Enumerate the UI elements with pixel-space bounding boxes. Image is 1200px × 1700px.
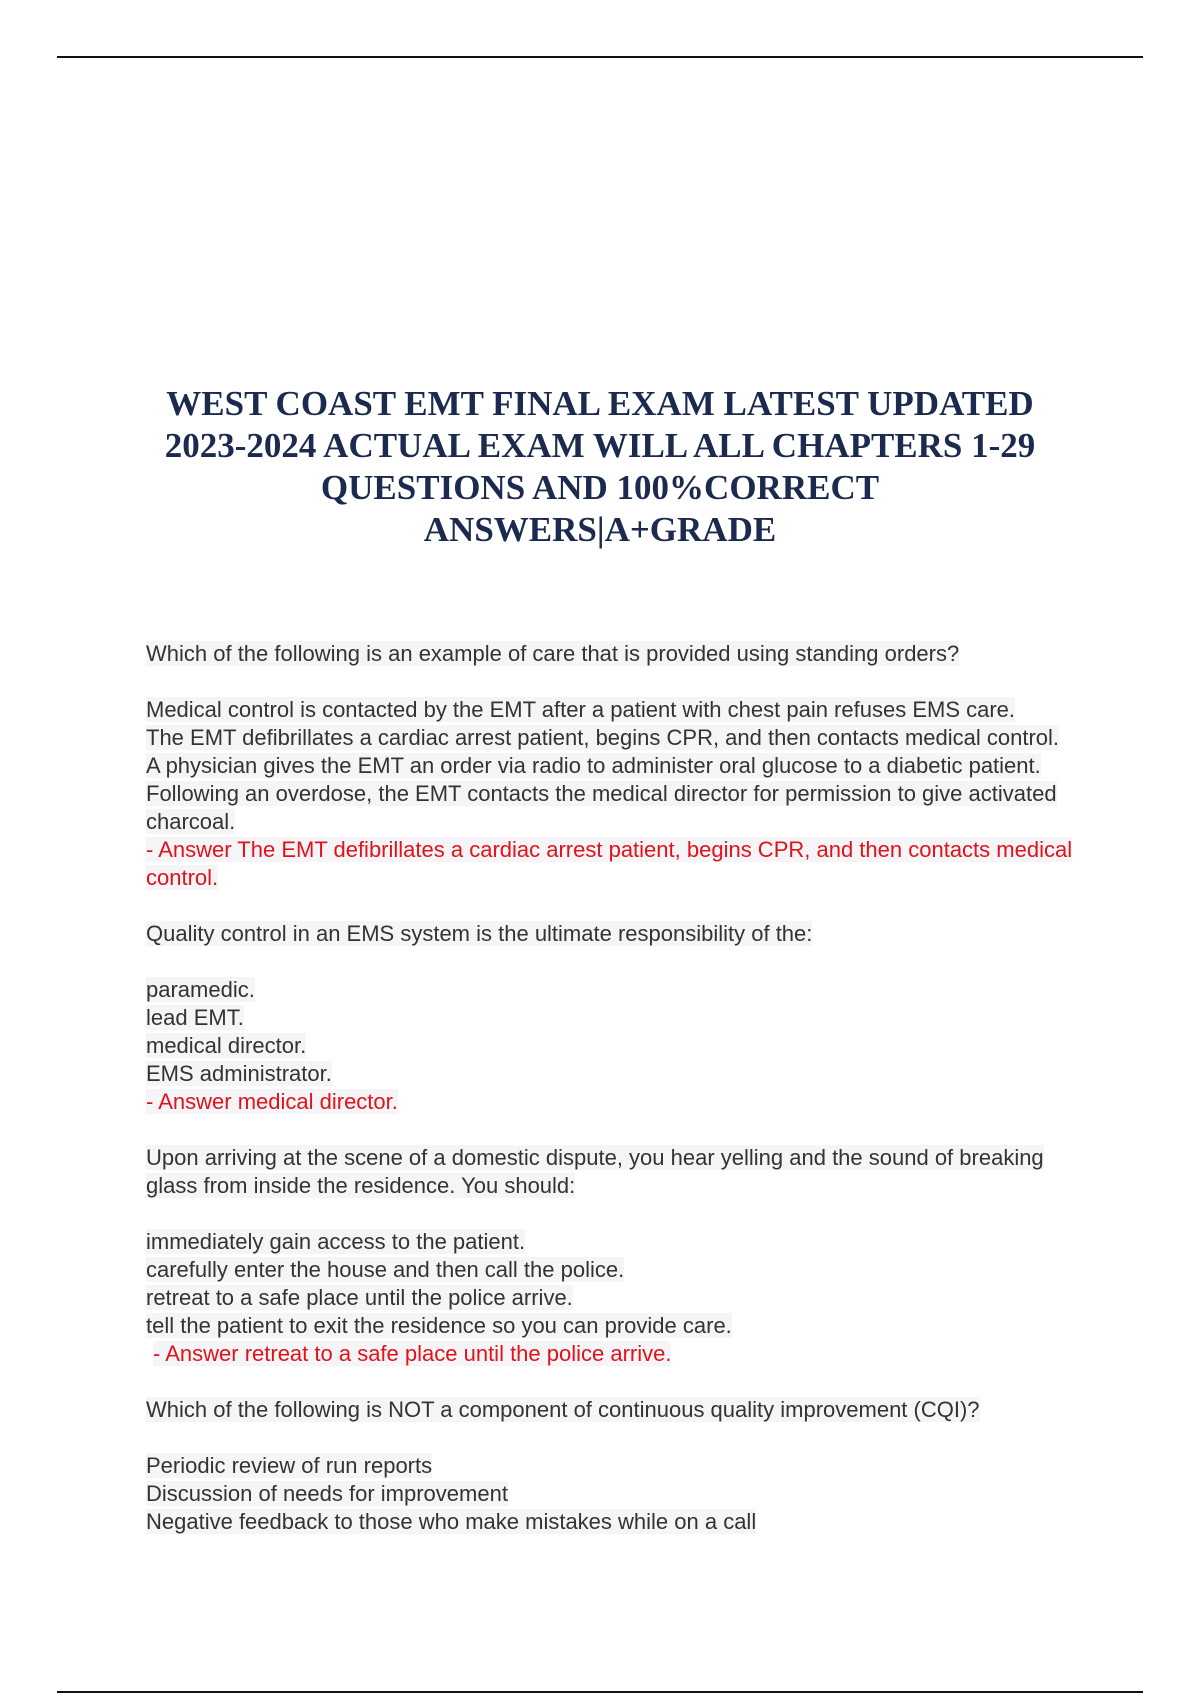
answer-option: lead EMT. [146,1005,244,1030]
answer-option: The EMT defibrillates a cardiac arrest patient, begins CPR, and then contacts medical control. [146,725,1060,750]
answer-option: A physician gives the EMT an order via radio to administer oral glucose to a diabetic patient. [146,753,1041,778]
question-item [146,1144,1076,1368]
question-text: Which of the following is an example of care that is provided using standing orders? [146,641,960,666]
answer-option: retreat to a safe place until the police arrive. [146,1285,573,1310]
question-item [146,1396,1076,1536]
answer-option: Negative feedback to those who make mistakes while on a call [146,1509,757,1534]
answer-option: carefully enter the house and then call the police. [146,1257,625,1282]
question-text: Which of the following is NOT a component of continuous quality improvement (CQI)? [146,1397,980,1422]
correct-answer: - Answer retreat to a safe place until the police arrive. [153,1341,672,1366]
question-item [146,920,1076,1116]
answer-option: Periodic review of run reports [146,1453,433,1478]
question-text: Quality control in an EMS system is the ultimate responsibility of the: [146,921,813,946]
title-line: WEST COAST EMT FINAL EXAM LATEST UPDATED [166,384,1034,423]
answer-option: Medical control is contacted by the EMT after a patient with chest pain refuses EMS care. [146,697,1016,722]
answer-option: EMS administrator. [146,1061,332,1086]
title-line: 2023-2024 ACTUAL EXAM WILL ALL CHAPTERS 1-29 [164,426,1036,465]
question-text: Upon arriving at the scene of a domestic dispute, you hear yelling and the sound of breaking glass from inside the residence. You should: [146,1145,1044,1198]
title-line: QUESTIONS AND 100%CORRECT [320,468,880,507]
answer-option: medical director. [146,1033,307,1058]
answer-option: paramedic. [146,977,255,1002]
page-title [130,383,1070,551]
question-item [146,640,1076,892]
answer-option: tell the patient to exit the residence so you can provide care. [146,1313,732,1338]
question-list [146,640,1076,1564]
answer-option: immediately gain access to the patient. [146,1229,526,1254]
correct-answer: - Answer The EMT defibrillates a cardiac arrest patient, begins CPR, and then contacts medical control. [146,837,1073,890]
top-rule [57,56,1143,58]
correct-answer: - Answer medical director. [146,1089,398,1114]
bottom-rule [57,1691,1143,1693]
title-line: ANSWERS|A+GRADE [423,510,777,549]
answer-option: Discussion of needs for improvement [146,1481,508,1506]
answer-option: Following an overdose, the EMT contacts the medical director for permission to give activated charcoal. [146,781,1057,834]
